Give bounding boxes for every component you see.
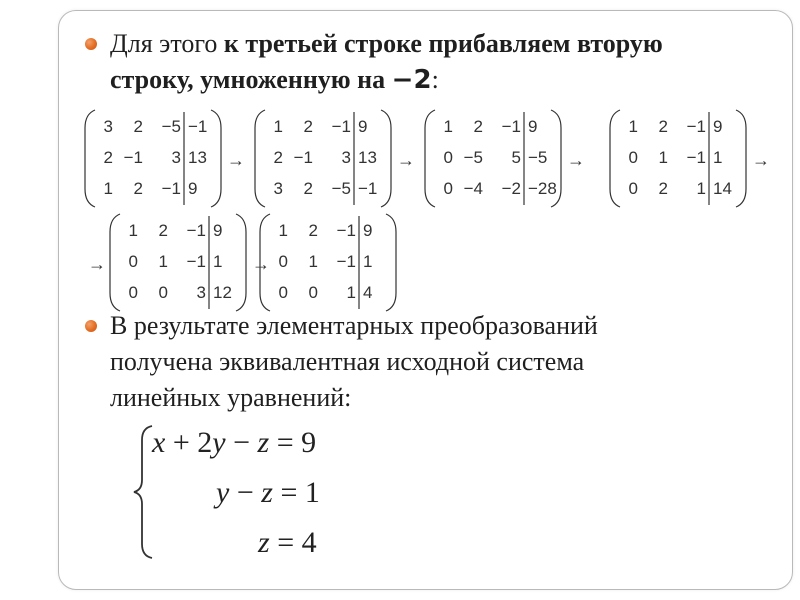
- matrix-row1-4-cell-r3c4: 14: [713, 179, 732, 198]
- matrix-row1-1-cell-r3c4: 9: [188, 179, 198, 198]
- matrix-row1-4-cell-r2c3: −1: [686, 148, 706, 167]
- matrix-row1-3-cell-r3c1: 0: [443, 179, 453, 198]
- matrix-row2-2-cell-r3c3: 1: [346, 283, 356, 302]
- system-brace: [134, 426, 152, 558]
- arrow-row2-1: →: [252, 254, 270, 274]
- matrix-row2-2-cell-r2c3: −1: [336, 252, 356, 271]
- matrix-row2-2-cell-r1c1: 1: [278, 221, 288, 240]
- matrix-row2-1-cell-r1c1: 1: [128, 221, 138, 240]
- matrix-row2-2-cell-r3c4: 4: [363, 283, 373, 302]
- matrix-row1-1-cell-r3c1: 1: [103, 179, 113, 198]
- equation-1: x + 2y − z = 9: [152, 426, 317, 459]
- matrix-row1-4-cell-r1c4: 9: [713, 117, 723, 136]
- bullet-2-line-2: получена эквивалентная исходной система: [110, 347, 585, 376]
- matrix-row2-1-cell-r1c3: −1: [186, 221, 206, 240]
- matrix-row2-2-cell-r2c4: 1: [363, 252, 373, 271]
- matrix-row1-1-cell-r2c4: 13: [188, 148, 207, 167]
- arrow-row1-4: →: [752, 150, 770, 170]
- matrix-row1-2-cell-r1c4: 9: [358, 117, 368, 136]
- matrix-row1-4-cell-r2c1: 0: [628, 148, 638, 167]
- arrow-row1-2: →: [397, 150, 415, 170]
- matrix-row2-2-cell-r1c3: −1: [336, 221, 356, 240]
- matrix-row2-1-cell-r3c3: 3: [196, 283, 206, 302]
- matrix-row2-2-cell-r2c2: 1: [308, 252, 318, 271]
- matrix-row2-1-cell-r1c4: 9: [213, 221, 223, 240]
- matrix-row2-2-cell-r3c1: 0: [278, 283, 288, 302]
- matrix-row2-2-cell-r1c2: 2: [308, 221, 318, 240]
- matrix-row2-1-cell-r3c4: 12: [213, 283, 232, 302]
- matrix-row1-4-cell-r1c1: 1: [628, 117, 638, 136]
- matrix-row2-2-cell-r3c2: 0: [308, 283, 318, 302]
- matrix-row2-1-cell-r3c1: 0: [128, 283, 138, 302]
- matrix-row1-2-cell-r2c4: 13: [358, 148, 377, 167]
- matrix-row1-4-cell-r1c3: −1: [686, 117, 706, 136]
- matrix-row1-1-cell-r1c2: 2: [133, 117, 143, 136]
- matrix-row1-3-cell-r3c3: −2: [501, 179, 521, 198]
- matrix-row1-2-cell-r1c3: −1: [331, 117, 351, 136]
- equation-3: z = 4: [258, 526, 317, 559]
- matrix-row1-2-cell-r3c3: −5: [331, 179, 351, 198]
- matrix-row1-2-cell-r2c2: −1: [293, 148, 313, 167]
- bullet-2-line-3: линейных уравнений:: [110, 383, 352, 412]
- matrix-row2-1-cell-r2c1: 0: [128, 252, 138, 271]
- bullet-2-line-1: В результате элементарных преобразований: [110, 311, 598, 340]
- matrix-row2-2-cell-r1c4: 9: [363, 221, 373, 240]
- matrix-row1-3-cell-r1c4: 9: [528, 117, 538, 136]
- matrix-row1-2-cell-r1c1: 1: [273, 117, 283, 136]
- bullet-1-number: −2: [391, 65, 432, 95]
- matrix-row1-1-cell-r3c3: −1: [161, 179, 181, 198]
- matrix-row1-4-cell-r1c2: 2: [658, 117, 668, 136]
- matrix-row2-1-cell-r2c2: 1: [158, 252, 168, 271]
- matrix-row2-1-cell-r1c2: 2: [158, 221, 168, 240]
- matrix-row2-1-cell-r2c3: −1: [186, 252, 206, 271]
- matrix-row1-3-cell-r1c1: 1: [443, 117, 453, 136]
- matrix-row1-3-cell-r2c2: −5: [463, 148, 483, 167]
- bullet-1-suffix: :: [431, 65, 439, 94]
- matrix-row1-4-cell-r3c1: 0: [628, 179, 638, 198]
- matrix-row1-4-cell-r2c4: 1: [713, 148, 723, 167]
- matrix-row1-3-cell-r3c4: −28: [528, 179, 557, 198]
- matrix-row2-1-cell-r3c2: 0: [158, 283, 168, 302]
- matrix-row1-3-cell-r2c1: 0: [443, 148, 453, 167]
- matrix-row1-2-cell-r3c1: 3: [273, 179, 283, 198]
- matrix-row1-3-cell-r1c3: −1: [501, 117, 521, 136]
- matrix-row1-1-cell-r3c2: 2: [133, 179, 143, 198]
- matrix-row1-2-cell-r1c2: 2: [303, 117, 313, 136]
- matrix-row1-1-cell-r2c3: 3: [171, 148, 181, 167]
- matrix-row1-4-cell-r3c3: 1: [696, 179, 706, 198]
- matrix-row1-1-cell-r1c3: −5: [161, 117, 181, 136]
- matrix-row1-2-cell-r3c2: 2: [303, 179, 313, 198]
- matrix-row2-2-cell-r2c1: 0: [278, 252, 288, 271]
- bullet-1-prefix: Для этого: [110, 29, 224, 58]
- arrow-row2-lead: →: [88, 254, 106, 274]
- matrix-row1-3-cell-r2c4: −5: [528, 148, 548, 167]
- matrix-row1-4-cell-r2c2: 1: [658, 148, 668, 167]
- matrix-row1-1-cell-r1c4: −1: [188, 117, 208, 136]
- matrix-row1-3-cell-r2c3: 5: [511, 148, 521, 167]
- matrix-row1-3-cell-r1c2: 2: [473, 117, 483, 136]
- equation-2: y − z = 1: [216, 476, 320, 509]
- matrix-row1-2-cell-r3c4: −1: [358, 179, 378, 198]
- bullet-1-emph-2: строку, умноженную на: [110, 65, 392, 94]
- matrix-row1-3-cell-r3c2: −4: [463, 179, 483, 198]
- matrix-row1-2-cell-r2c1: 2: [273, 148, 283, 167]
- arrow-row1-3: →: [567, 150, 585, 170]
- arrow-row1-1: →: [227, 150, 245, 170]
- bullet-1-emph-1: к третьей строке прибавляем вторую: [223, 29, 663, 58]
- matrix-row2-1-cell-r2c4: 1: [213, 252, 223, 271]
- matrix-row1-2-cell-r2c3: 3: [341, 148, 351, 167]
- matrix-row1-1-cell-r2c2: −1: [123, 148, 143, 167]
- matrix-row1-1-cell-r1c1: 3: [103, 117, 113, 136]
- matrix-row1-1-cell-r2c1: 2: [103, 148, 113, 167]
- matrix-row1-4-cell-r3c2: 2: [658, 179, 668, 198]
